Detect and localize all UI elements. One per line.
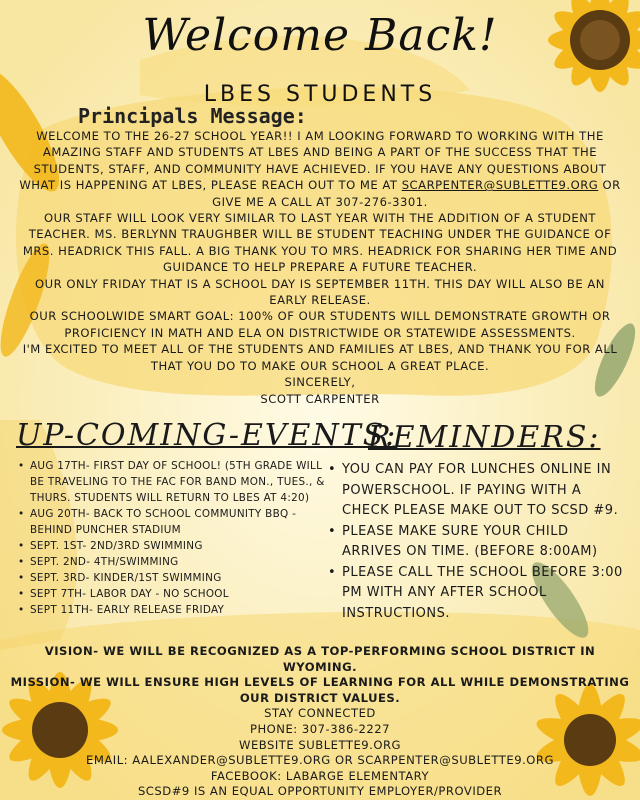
letter-text: OR GIVE ME A CALL AT 307-276-3301.	[212, 178, 621, 209]
list-item: • AUG 20TH- BACK TO SCHOOL COMMUNITY BBQ - BEHIND PUNCHER STADIUM	[18, 506, 338, 538]
district-footer	[10, 644, 630, 800]
page-subtitle: LBES STUDENTS	[203, 82, 437, 107]
letter-paragraph: OUR SCHOOLWIDE SMART GOAL: 100% OF OUR STUDENTS WILL DEMONSTRATE GROWTH OR PROFICIENCY IN MATH AND ELA ON DISTRICTWIDE OR STATEWIDE ASSESSMENTS.	[29, 309, 611, 340]
mission-statement: MISSION- WE WILL ENSURE HIGH LEVELS OF LEARNING FOR ALL WHILE DEMONSTRATING OUR DISTRICT VALUES.	[10, 675, 630, 705]
list-item: • SEPT 11TH- EARLY RELEASE FRIDAY	[18, 602, 338, 618]
list-item: • SEPT. 3RD- KINDER/1ST SWIMMING	[18, 570, 338, 586]
equal-opportunity-statement: SCSD#9 IS AN EQUAL OPPORTUNITY EMPLOYER/PROVIDER	[137, 784, 503, 799]
list-item: • SEPT. 1ST- 2ND/3RD SWIMMING	[18, 538, 338, 554]
list-item: • PLEASE CALL THE SCHOOL BEFORE 3:00 PM WITH ANY AFTER SCHOOL INSTRUCTIONS.	[326, 563, 626, 625]
events-heading: UP-COMING-EVENTS:	[16, 418, 398, 453]
letter-text: WELCOME TO THE 26-27 SCHOOL YEAR!! I AM LOOKING FORWARD TO WORKING WITH THE AMAZING STAFF AND STUDENTS AT LBES AND BEING A PART OF THE SUCCESS THAT THE STUDENTS, STAFF, AND COMMUNITY HAVE ACHIEVED. IF YOU HAVE ANY QUESTIONS ABOUT WHAT IS HAPPENING AT LBES, PLEASE REACH OUT TO ME AT	[19, 129, 607, 193]
stay-connected-label: STAY CONNECTED	[264, 706, 376, 721]
letter-paragraph: OUR ONLY FRIDAY THAT IS A SCHOOL DAY IS SEPTEMBER 11TH. THIS DAY WILL ALSO BE AN EARLY RELEASE.	[35, 276, 605, 308]
list-item: • SEPT 7TH- LABOR DAY - NO SCHOOL	[18, 586, 338, 602]
list-item: • SEPT. 2ND- 4TH/SWIMMING	[18, 554, 338, 570]
letter-paragraph: I'M EXCITED TO MEET ALL OF THE STUDENTS AND FAMILIES AT LBES, AND THANK YOU FOR ALL THAT YOU DO TO MAKE OUR SCHOOL A GREAT PLACE.	[22, 342, 618, 373]
letter-paragraph: OUR STAFF WILL LOOK VERY SIMILAR TO LAST YEAR WITH THE ADDITION OF A STUDENT TEACHER. MS. BERLYNN TRAUGHBER WILL BE STUDENT TEACHING UNDER THE GUIDANCE OF MRS. HEADRICK THIS FALL. A BIG THANK YOU TO MRS. HEADRICK FOR SHARING HER TIME AND GUIDANCE TO HELP PREPARE A FUTURE TEACHER.	[22, 211, 618, 275]
email-contacts[interactable]: EMAIL: AALEXANDER@SUBLETTE9.ORG OR SCARPENTER@SUBLETTE9.ORG	[86, 753, 554, 768]
vision-statement: VISION- WE WILL BE RECOGNIZED AS A TOP-PERFORMING SCHOOL DISTRICT IN WYOMING.	[44, 644, 596, 674]
letter-signature: SCOTT CARPENTER	[260, 391, 380, 406]
phone-text: PHONE: 307-386-2227	[249, 721, 391, 736]
events-list	[18, 458, 338, 618]
reminders-heading: REMINDERS:	[368, 420, 601, 455]
reminders-list	[326, 460, 626, 624]
letter-closing: SINCERELY,	[284, 375, 356, 390]
list-item: • AUG 17TH- FIRST DAY OF SCHOOL! (5TH GRADE WILL BE TRAVELING TO THE FAC FOR BAND MON., TUES., & THURS. STUDENTS WILL RETURN TO LBES AT 4:20)	[18, 458, 338, 506]
page-title: Welcome Back!	[142, 10, 498, 61]
letter-paragraph	[16, 128, 624, 210]
principal-message-heading: Principals Message:	[78, 104, 307, 128]
principal-email-link[interactable]: SCARPENTER@SUBLETTE9.ORG	[401, 178, 599, 193]
list-item: • YOU CAN PAY FOR LUNCHES ONLINE IN POWERSCHOOL. IF PAYING WITH A CHECK PLEASE MAKE OUT TO SCSD #9.	[326, 460, 626, 522]
list-item: • PLEASE MAKE SURE YOUR CHILD ARRIVES ON TIME. (BEFORE 8:00AM)	[326, 522, 626, 563]
website-link[interactable]: WEBSITE SUBLETTE9.ORG	[238, 737, 401, 752]
facebook-link[interactable]: FACEBOOK: LABARGE ELEMENTARY	[210, 768, 430, 783]
principal-letter	[16, 128, 624, 407]
